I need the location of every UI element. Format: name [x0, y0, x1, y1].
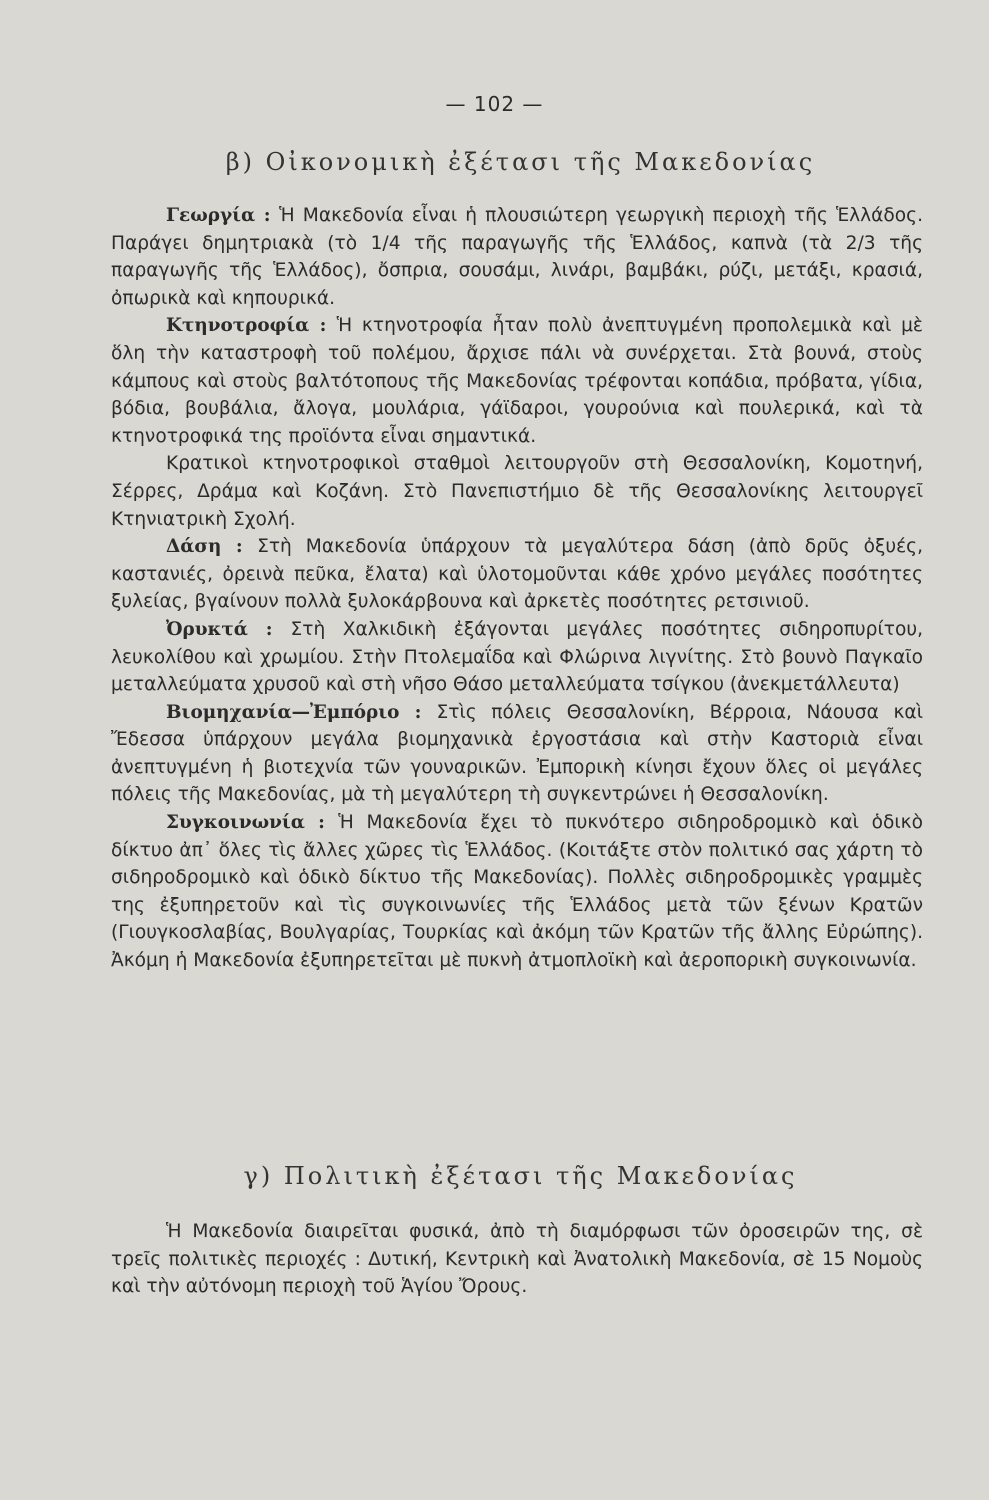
economic-section-body [111, 202, 923, 975]
term-label: Γεωργία : [166, 205, 280, 226]
term-label: Κτηνοτροφία : [166, 315, 337, 337]
paragraph-text: Ἡ Μακεδονία ἔχει τὸ πυκνότερο σιδηροδρομικὸ καὶ ὁδικὸ δίκτυο ἀπ᾽ ὅλες τὶς ἄλλες χῶρες τὶς Ἑλλάδος. (Κοιτάξτε στὸν πολιτικό σας χάρτη τὸ σιδηροδρομικὸ καὶ ὁδικὸ δίκτυο τῆς Μακεδονίας). Πολλὲς σιδηροδρομικὲς γραμμὲς της ἐξυπηρετοῦν καὶ τὶς συγκοινωνίες τῆς Ἑλλάδος μετὰ τῶν ξένων Κρατῶν (Γιουγκοσλαβίας, Βουλγαρίας, Τουρκίας καὶ ἀκόμη τῶν Κρατῶν τῆς ἄλλης Εὐρώπης). Ἀκόμη ἡ Μακεδονία ἐξυπηρετεῖται μὲ πυκνὴ ἀτμοπλοϊκὴ καὶ ἀεροπορικὴ συγκοινωνία. [111, 812, 923, 972]
paragraph-text: Στὴ Χαλκιδικὴ ἐξάγονται μεγάλες ποσότητες σιδηροπυρίτου, λευκολίθου καὶ χρωμίου. Στὴν Πτολεμαΐδα καὶ Φλώρινα λιγνίτης. Στὸ βουνὸ Παγκαῖο μεταλλεύματα χρυσοῦ καὶ στὴ νῆσο Θάσο μεταλλεύματα τσίγκου (ἀνεκμετάλλευτα) [111, 618, 923, 696]
paragraph-text: Ἡ Μακεδονία εἶναι ἡ πλουσιώτερη γεωργικὴ περιοχὴ τῆς Ἑλλάδος. Παράγει δημητριακὰ (τὸ 1/4 τῆς παραγωγῆς τῆς Ἑλλάδος, καπνὰ (τὰ 2/3 τῆς παραγωγῆς τῆς Ἑλλάδος), ὄσπρια, σουσάμι, λινάρι, βαμβάκι, ρύζι, μετάξι, κρασιά, ὀπωρικὰ καὶ κηπουρικά. [111, 205, 924, 309]
paragraph-political-division [111, 1218, 923, 1301]
paragraph-livestock-stations [111, 450, 923, 533]
term-label: Βιομηχανία—Ἐμπόριο : [166, 701, 437, 723]
section-heading-political: γ) Πολιτικὴ ἐξέτασι τῆς Μακεδονίας [243, 1162, 798, 1190]
term-label: Συγκοινωνία : [166, 812, 339, 834]
paragraph-transport [111, 809, 923, 975]
page-number: — 102 — [445, 92, 544, 116]
paragraph-text: Ἡ Μακεδονία διαιρεῖται φυσικά, ἀπὸ τὴ διαμόρφωσι τῶν ὀροσειρῶν της, σὲ τρεῖς πολιτικὲς περιοχές : Δυτική, Κεντρικὴ καὶ Ἀνατολικὴ Μακεδονία, σὲ 15 Νομοὺς καὶ τὴν αὐτόνομη περιοχὴ τοῦ Ἁγίου Ὄρους. [111, 1221, 923, 1298]
paragraph-industry-trade [111, 699, 923, 809]
section-heading-economic: β) Οἰκονομικὴ ἐξέτασι τῆς Μακεδονίας [225, 148, 816, 176]
paragraph-text: Κρατικοὶ κτηνοτροφικοὶ σταθμοὶ λειτουργοῦν στὴ Θεσσαλονίκη, Κομοτηνή, Σέρρες, Δράμα καὶ Κοζάνη. Στὸ Πανεπιστήμιο δὲ τῆς Θεσσαλονίκης λειτουργεῖ Κτηνιατρικὴ Σχολή. [111, 453, 923, 530]
political-section-body [111, 1218, 923, 1301]
paragraph-text: Στὶς πόλεις Θεσσαλονίκη, Βέρροια, Νάουσα καὶ Ἔδεσσα ὑπάρχουν μεγάλα βιομηχανικὰ ἐργοστάσια καὶ στὴν Καστοριὰ εἶναι ἀνεπτυγμένη ἡ βιοτεχνία τῶν γουναρικῶν. Ἐμπορικὴ κίνησι ἔχουν ὅλες οἱ μεγάλες πόλεις τῆς Μακεδονίας, μὰ τὴ μεγαλύτερη τὴ συγκεντρώνει ἡ Θεσσαλονίκη. [111, 701, 923, 806]
term-label: Ὀρυκτά : [166, 618, 291, 640]
term-label: Δάση : [166, 536, 258, 558]
paragraph-forests [111, 533, 923, 616]
paragraph-minerals [111, 616, 923, 699]
paragraph-text: Στὴ Μακεδονία ὑπάρχουν τὰ μεγαλύτερα δάση (ἀπὸ δρῦς ὀξυές, καστανιές, ὀρεινὰ πεῦκα, ἔλατα) καὶ ὑλοτομοῦνται κάθε χρόνο μεγάλες ποσότητες ξυλείας, βγαίνουν πολλὰ ξυλοκάρβουνα καὶ ἀρκετὲς ποσότητες ρετσινιοῦ. [111, 536, 923, 613]
paragraph-agriculture [111, 202, 923, 312]
paragraph-text: Ἡ κτηνοτροφία ἦταν πολὺ ἀνεπτυγμένη προπολεμικὰ καὶ μὲ ὅλη τὴν καταστροφὴ τοῦ πολέμου, ἄρχισε πάλι νὰ συνέρχεται. Στὰ βουνά, στοὺς κάμπους καὶ στοὺς βαλτότοπους τῆς Μακεδονίας τρέφονται κοπάδια, πρόβατα, γίδια, βόδια, βουβάλια, ἄλογα, μουλάρια, γάϊδαροι, γουρούνια καὶ πουλερικά, καὶ τὰ κτηνοτροφικά της προϊόντα εἶναι σημαντικά. [111, 315, 923, 447]
paragraph-livestock [111, 312, 923, 450]
